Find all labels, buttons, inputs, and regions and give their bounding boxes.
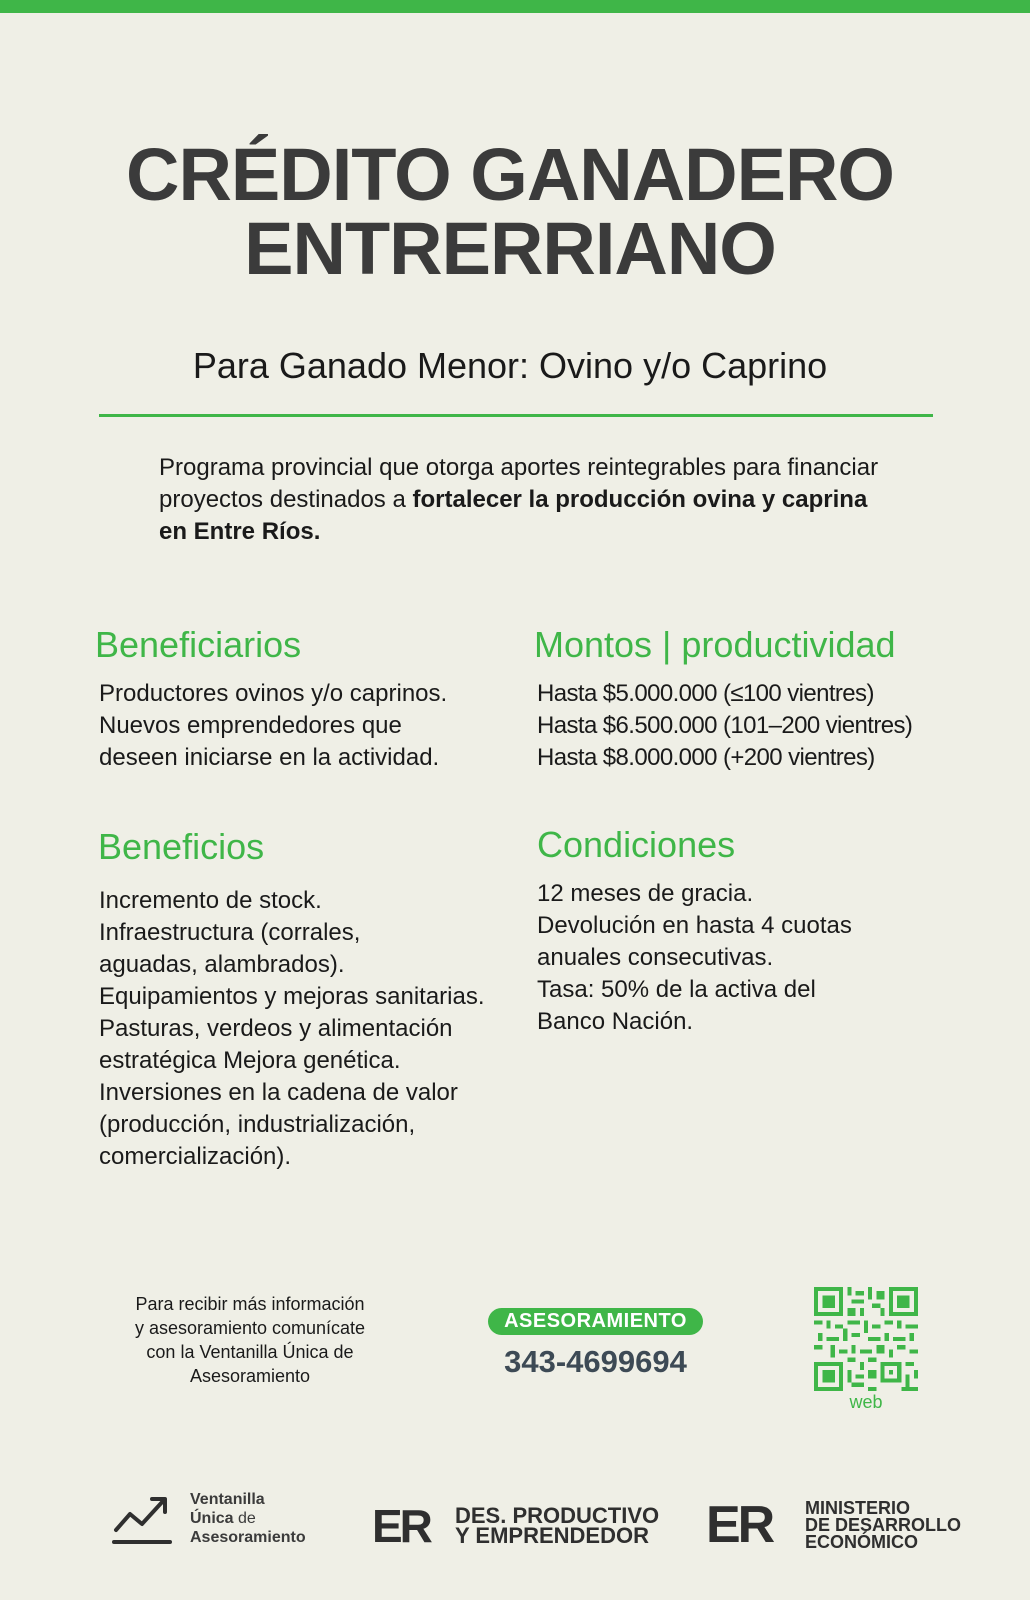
beneficios-line: (producción, industrialización, — [99, 1111, 416, 1138]
ventanilla-line: Ventanilla — [190, 1491, 265, 1508]
er-logo-mark: ER — [372, 1500, 430, 1552]
subtitle: Para Ganado Menor: Ovino y/o Caprino — [192, 345, 828, 386]
beneficiarios-line: Productores ovinos y/o caprinos. — [99, 680, 448, 707]
title-line-2: ENTRERRIANO — [244, 207, 776, 290]
monto-line: Hasta $6.500.000 (101–200 vientres) — [537, 712, 913, 739]
beneficiarios-body — [99, 678, 447, 774]
beneficiarios-line: deseen iniciarse en la actividad. — [99, 744, 440, 771]
ministerio-logo-text — [805, 1500, 961, 1551]
beneficios-line: aguadas, alambrados). — [99, 951, 345, 978]
top-accent-bar — [0, 0, 1030, 13]
page-title — [0, 133, 1020, 290]
contact-line: Asesoramiento — [189, 1366, 311, 1386]
beneficios-body — [99, 885, 485, 1173]
divider — [99, 414, 933, 417]
monto-line: Hasta $5.000.000 (≤100 vientres) — [537, 680, 874, 707]
condiciones-line: Banco Nación. — [537, 1008, 694, 1035]
ventanilla-logo-text — [190, 1490, 306, 1547]
montos-title: Montos | productividad — [534, 624, 896, 665]
montos-body — [537, 678, 912, 774]
beneficios-line: Infraestructura (corrales, — [99, 919, 361, 946]
monto-line: Hasta $8.000.000 (+200 vientres) — [537, 744, 875, 771]
condiciones-line: anuales consecutivas. — [537, 944, 774, 971]
beneficios-line: Incremento de stock. — [99, 887, 322, 914]
intro-lead: Programa provincial que otorga aportes reintegrables para financiar proyectos destinados a — [159, 454, 879, 513]
beneficios-line: Pasturas, verdeos y alimentación — [99, 1015, 453, 1042]
condiciones-line: Devolución en hasta 4 cuotas — [537, 912, 852, 939]
asesoramiento-badge: ASESORAMIENTO — [488, 1308, 703, 1335]
ventanilla-unica: Única — [190, 1510, 234, 1527]
des-productivo-line: Y EMPRENDEDOR — [455, 1523, 649, 1548]
ministerio-line: MINISTERIO — [805, 1498, 911, 1518]
contact-info — [100, 1292, 400, 1388]
ventanilla-line — [190, 1509, 306, 1528]
ventanilla-line: Asesoramiento — [190, 1529, 306, 1546]
ventanilla-de: de — [233, 1510, 256, 1527]
beneficiarios-line: Nuevos emprendedores que — [99, 712, 402, 739]
beneficios-line: estratégica Mejora genética. — [99, 1047, 401, 1074]
qr-code-icon[interactable] — [814, 1287, 918, 1391]
title-line-1: CRÉDITO GANADERO — [126, 133, 894, 216]
des-productivo-line: DES. PRODUCTIVO — [455, 1503, 660, 1528]
qr-label: web — [849, 1392, 883, 1412]
ministerio-line: ECONÓMICO — [805, 1532, 919, 1552]
beneficiarios-title: Beneficiarios — [95, 624, 302, 665]
beneficios-line: Equipamientos y mejoras sanitarias. — [99, 983, 485, 1010]
condiciones-line: Tasa: 50% de la activa del — [537, 976, 816, 1003]
contact-line: con la Ventanilla Única de — [146, 1342, 354, 1362]
beneficios-line: Inversiones en la cadena de valor — [99, 1079, 458, 1106]
contact-line: y asesoramiento comunícate — [134, 1318, 366, 1338]
des-productivo-logo-text — [455, 1503, 660, 1548]
condiciones-title: Condiciones — [537, 824, 736, 865]
intro-bold: fortalecer la producción ovina y caprina en Entre Ríos. — [159, 486, 868, 545]
beneficios-title: Beneficios — [98, 826, 265, 867]
condiciones-line: 12 meses de gracia. — [537, 880, 754, 907]
phone-number[interactable]: 343-4699694 — [504, 1344, 687, 1379]
intro-paragraph — [159, 452, 879, 548]
contact-line: Para recibir más información — [135, 1294, 365, 1314]
ministerio-line: DE DESARROLLO — [805, 1515, 962, 1535]
trend-up-icon — [112, 1490, 174, 1546]
er-logo-mark: ER — [706, 1496, 773, 1554]
beneficios-line: comercialización). — [99, 1143, 292, 1170]
condiciones-body — [537, 878, 852, 1038]
